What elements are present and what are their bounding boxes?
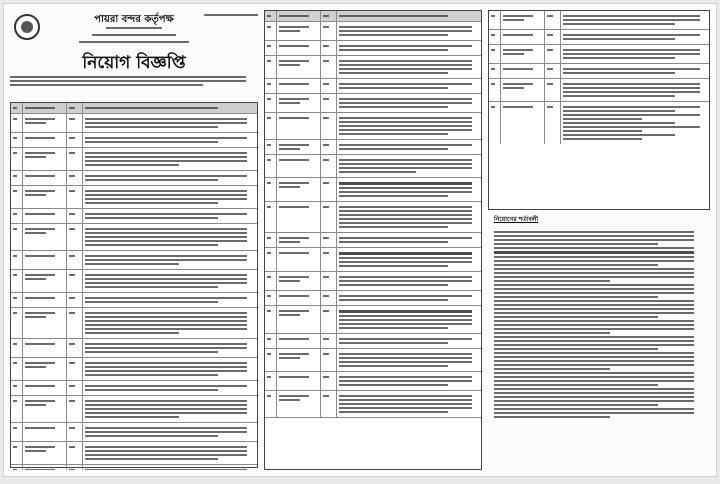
table-row xyxy=(11,293,257,308)
memo-number xyxy=(204,12,258,18)
table-row xyxy=(11,133,257,148)
table-header-row xyxy=(11,103,257,114)
table-row xyxy=(265,306,481,334)
table-row xyxy=(489,64,709,79)
table-row xyxy=(489,79,709,102)
table-row xyxy=(11,358,257,381)
notice-page xyxy=(4,4,716,476)
vacancy-table-2 xyxy=(264,10,482,470)
table-row xyxy=(489,30,709,45)
table-row xyxy=(265,94,481,113)
table-row xyxy=(11,224,257,251)
table-row xyxy=(11,186,257,209)
table-row xyxy=(265,349,481,372)
table-row xyxy=(11,381,257,396)
table-row xyxy=(265,372,481,391)
table-row xyxy=(265,248,481,272)
table-row xyxy=(11,148,257,171)
table-row xyxy=(265,140,481,155)
notice-title: নিয়োগ বিজ্ঞপ্তি xyxy=(82,53,186,73)
table-row xyxy=(11,270,257,293)
header-subline xyxy=(10,39,258,45)
table-row xyxy=(265,22,481,41)
column-2 xyxy=(264,10,482,470)
vacancy-table-1 xyxy=(10,102,258,468)
column-1 xyxy=(10,10,258,470)
table-row xyxy=(265,202,481,233)
vacancy-table-3 xyxy=(488,10,710,210)
table-row xyxy=(265,178,481,202)
table-row xyxy=(11,442,257,465)
notice-header xyxy=(10,10,258,72)
column-3 xyxy=(488,10,710,470)
table-row xyxy=(265,391,481,418)
table-row xyxy=(11,114,257,133)
table-row xyxy=(11,339,257,358)
table-row xyxy=(11,171,257,186)
table-row xyxy=(11,423,257,442)
header-subline xyxy=(10,32,258,38)
table-row xyxy=(11,396,257,423)
table-row xyxy=(489,102,709,144)
table-row xyxy=(11,209,257,224)
table-row xyxy=(11,465,257,470)
table-row xyxy=(265,41,481,56)
table-row xyxy=(265,233,481,248)
table-row xyxy=(11,251,257,270)
table-row xyxy=(265,79,481,94)
header-subline xyxy=(10,25,258,31)
table-row xyxy=(265,155,481,178)
table-row xyxy=(265,56,481,79)
table-row xyxy=(11,308,257,339)
conditions-text xyxy=(488,225,710,424)
table-row xyxy=(265,334,481,349)
table-header-row xyxy=(265,11,481,22)
table-row xyxy=(489,45,709,64)
table-row xyxy=(265,291,481,306)
intro-paragraph xyxy=(10,74,258,96)
table-row xyxy=(265,113,481,140)
authority-name: পায়রা বন্দর কর্তৃপক্ষ xyxy=(94,14,174,25)
table-row xyxy=(265,272,481,291)
table-row xyxy=(489,11,709,30)
conditions-heading: নিয়োগের শর্তাবলী xyxy=(494,216,539,223)
